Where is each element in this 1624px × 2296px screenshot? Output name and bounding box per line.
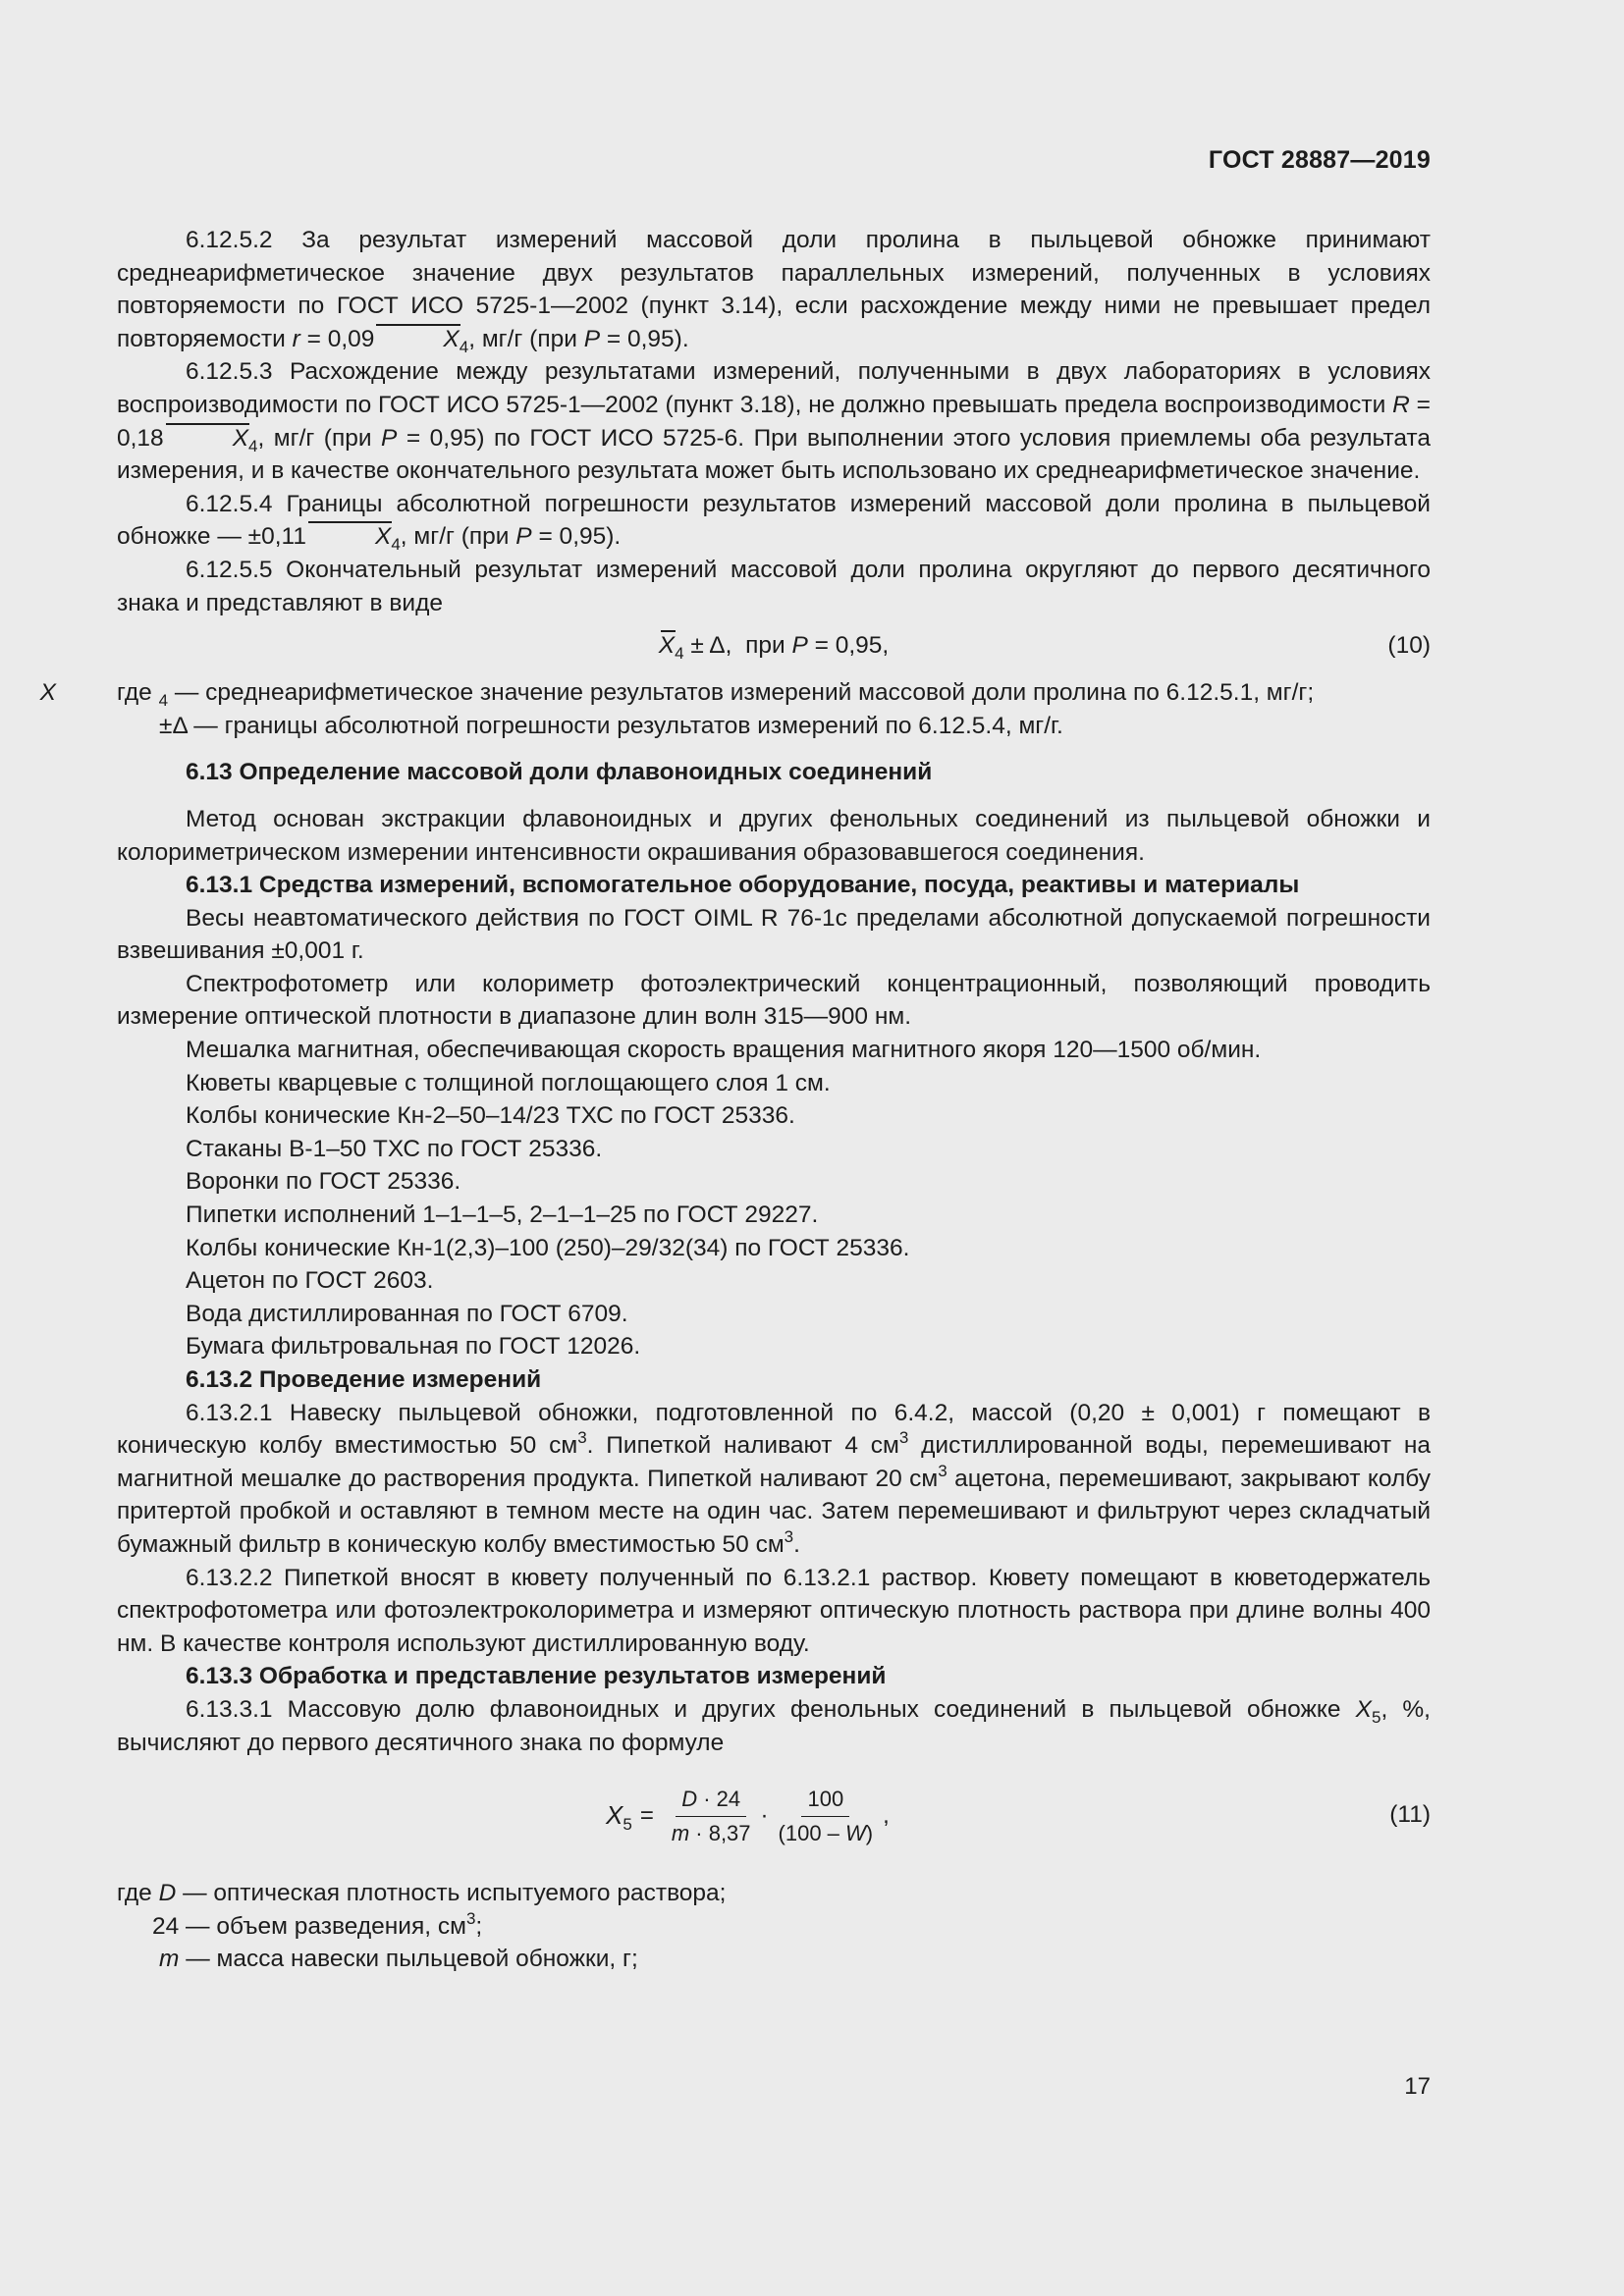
where-item-m: m — масса навески пыльцевой обножки, г; [159,1946,638,1973]
document-page [39,0,1431,2296]
list-item: Бумага фильтровальная по ГОСТ 12026. [186,1333,641,1361]
document-id: ГОСТ 28887—2019 [1208,146,1431,174]
list-item: Ацетон по ГОСТ 2603. [186,1267,434,1295]
list-item: Пипетки исполнений 1–1–1–5, 2–1–1–25 по ГОСТ 29227. [186,1201,819,1229]
formula-11 [117,1769,1431,1863]
where-item-24: 24 — объем разведения, $см^3$; [152,1908,483,1940]
list-item: Весы неавтоматического действия по ГОСТ OIML R 76-1с пределами абсолютной допускаемой погрешности взвешивания ±0,001 г. [117,904,1431,965]
heading-6-13-3: 6.13.3 Обработка и представление результатов измерений [186,1663,887,1690]
heading-6-13-2: 6.13.2 Проведение измерений [186,1366,542,1393]
heading-6-13: 6.13 Определение массовой доли флавоноидных соединений [186,759,933,786]
list-item: Колбы конические Кн-2–50–14/23 ТХС по ГОСТ 25336. [186,1102,795,1130]
paragraph-6-13-3-1: 6.13.3.1 Массовую долю флавоноидных и других фенольных соединений в пыльцевой обножке $X_5$, %, вычисляют до первого десятичного знака по формуле [117,1695,1431,1756]
paragraph-6-12-5-3: 6.12.5.3 Расхождение между результатами измерений, полученными в двух лабораториях в условиях воспроизводимости по ГОСТ ИСО 5725-1—2002 (пункт 3.18), не должно превышать предела воспроизводимости R = 0,18 $X_4$, мг/г (при P = 0,95) по ГОСТ ИСО 5725-6. При выполнении этого условия приемлемы оба результата измерения, и в качестве окончательного результата может быть использовано их среднеарифметическое значение. [117,358,1431,485]
where-block-11 [117,1877,1431,1976]
where-item-d: где D — оптическая плотность испытуемого раствора; [117,1880,727,1907]
list-item: Воронки по ГОСТ 25336. [186,1168,461,1196]
where-item-x4: где X $_4$ — среднеарифметическое значение результатов измерений массовой доли пролина по 6.12.5.1, мг/г; [39,679,1315,711]
paragraph-6-13-2-1: 6.13.2.1 Навеску пыльцевой обножки, подготовленной по 6.4.2, массой (0,20 ± 0,001) г помещают в коническую колбу вместимостью 50 $см^3$. Пипеткой наливают 4 $см^3$ дистиллированной воды, перемешивают на магнитной мешалке до растворения продукта. Пипеткой наливают 20 $см^3$ ацетона, перемешивают, закрывают колбу притертой пробкой и оставляют в темном месте на один час. Затем перемешивают и фильтруют через складчатый бумажный фильтр в коническую колбу вместимостью 50 $см^3$. [117,1399,1431,1558]
equipment-list [117,902,1431,1363]
list-item: Колбы конические Кн-1(2,3)–100 (250)–29/32(34) по ГОСТ 25336. [186,1234,910,1261]
paragraph-6-12-5-5: 6.12.5.5 Окончательный результат измерений массовой доли пролина округляют до первого десятичного знака и представляют в виде [117,556,1431,616]
formula-11-expression: $X_5$ = $\frac{D \cdot 24}{m \cdot 8,37}$ · $\frac{100}{(100 - W)}$ , [606,1769,890,1863]
formula-10-expression: $X_4 \pm \Delta$, при P = 0,95, [117,629,1431,663]
heading-6-13-1: 6.13.1 Средства измерений, вспомогательное оборудование, посуда, реактивы и материалы [186,872,1300,899]
list-item: Спектрофотометр или колориметр фотоэлектрический концентрационный, позволяющий проводить измерение оптической плотности в диапазоне длин волн 315—900 нм. [117,970,1431,1031]
list-item: Вода дистиллированная по ГОСТ 6709. [186,1300,628,1327]
paragraph-6-13-intro: Метод основан экстракции флавоноидных и других фенольных соединений из пыльцевой обножки и колориметрическом измерении интенсивности окрашивания образовавшегося соединения. [117,805,1431,866]
where-item-delta: ±Δ — границы абсолютной погрешности результатов измерений по 6.12.5.4, мг/г. [159,712,1063,739]
fraction-1: $\frac{D \cdot 24}{m \cdot 8,37}$ [671,1786,751,1845]
formula-10 [117,629,1431,670]
formula-10-number: (10) [1387,632,1431,660]
paragraph-6-12-5-2: 6.12.5.2 За результат измерений массовой доли пролина в пыльцевой обножке принимают среднеарифметическое значение двух результатов параллельных измерений, полученных в условиях повторяемости по ГОСТ ИСО 5725-1—2002 (пункт 3.14), если расхождение между ними не превышает предел повторяемости r = 0,09 $X_4$, мг/г (при P = 0,95). [117,227,1431,356]
fraction-2: $\frac{100}{(100 - W)}$ [778,1786,874,1845]
paragraph-6-13-2-2: 6.13.2.2 Пипеткой вносят в кювету полученный по 6.13.2.1 раствор. Кювету помещают в кюветодержатель спектрофотометра или фотоэлектроколориметра и измеряют оптическую плотность раствора при длине волны 400 нм. В качестве контроля используют дистиллированную воду. [117,1564,1431,1657]
where-block-10 [39,676,1431,742]
list-item: Кюветы кварцевые с толщиной поглощающего слоя 1 см. [186,1069,831,1096]
paragraph-6-12-5-4: 6.12.5.4 Границы абсолютной погрешности результатов измерений массовой доли пролина в пыльцевой обножке — ±0,11 $X_4$, мг/г (при P = 0,95). [117,490,1431,555]
page-number: 17 [1404,2073,1431,2100]
list-item: Стаканы В-1–50 ТХС по ГОСТ 25336. [186,1135,603,1162]
formula-11-number: (11) [1389,1801,1431,1829]
list-item: Мешалка магнитная, обеспечивающая скорость вращения магнитного якоря 120—1500 об/мин. [186,1037,1262,1064]
document-body [39,224,1431,1976]
